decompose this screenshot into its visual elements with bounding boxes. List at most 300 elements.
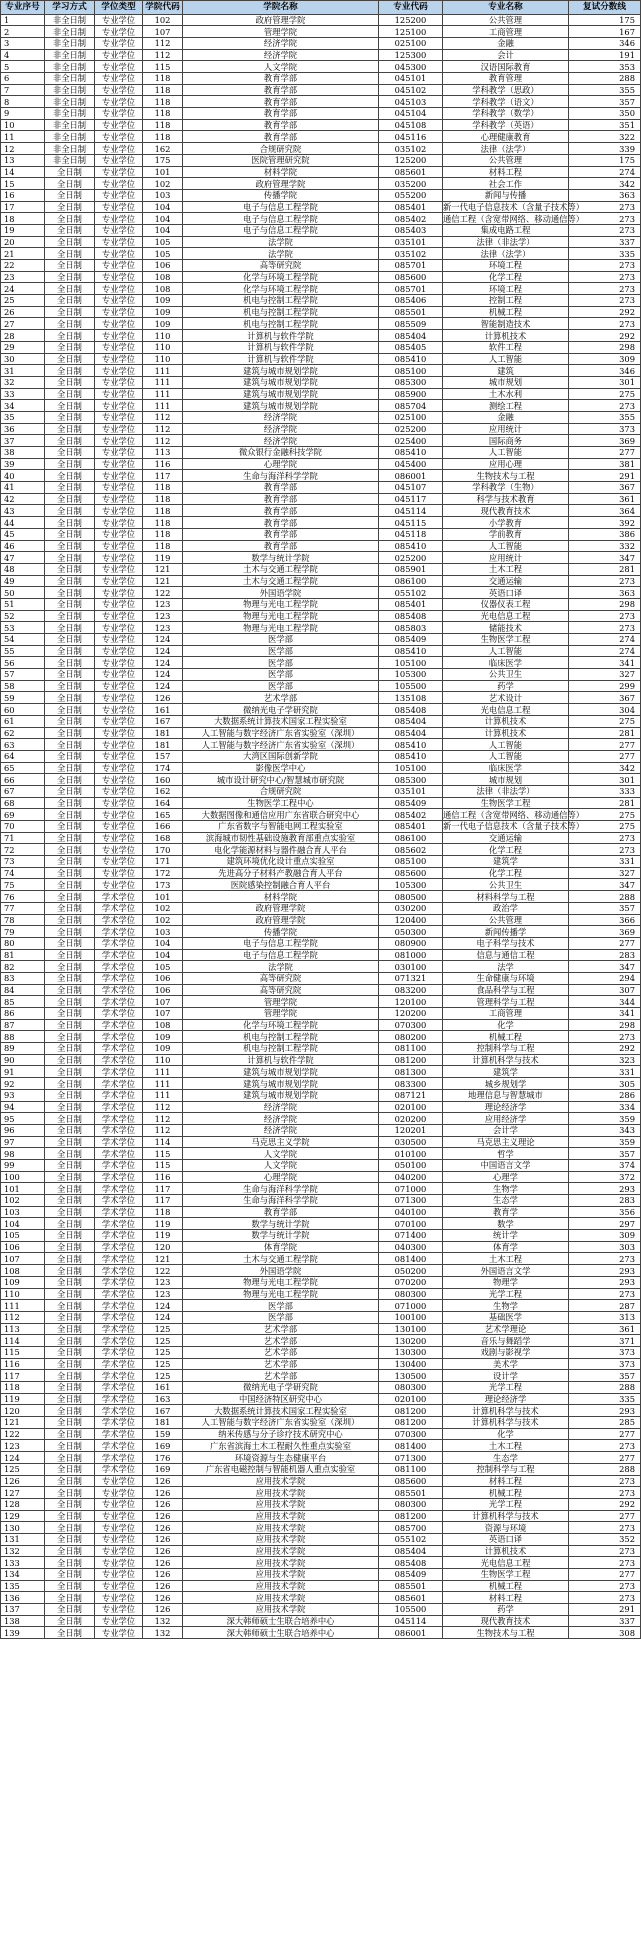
row-score: 369 bbox=[569, 435, 641, 447]
row-score: 275 bbox=[569, 715, 641, 727]
row-study-mode: 全日制 bbox=[45, 493, 95, 505]
row-unit-code: 166 bbox=[143, 821, 183, 833]
row-major-code: 105300 bbox=[379, 879, 443, 891]
table-row bbox=[1, 1604, 641, 1616]
row-score: 292 bbox=[569, 1498, 641, 1510]
row-unit-code: 121 bbox=[143, 563, 183, 575]
row-unit-name: 合规研究院 bbox=[183, 143, 379, 155]
row-seq: 22 bbox=[1, 260, 45, 272]
row-major-name: 英语口译 bbox=[443, 587, 569, 599]
row-degree-type: 专业学位 bbox=[95, 821, 143, 833]
row-unit-code: 126 bbox=[143, 1498, 183, 1510]
row-major-code: 085410 bbox=[379, 750, 443, 762]
table-row bbox=[1, 1428, 641, 1440]
row-unit-code: 124 bbox=[143, 680, 183, 692]
row-unit-name: 合规研究院 bbox=[183, 785, 379, 797]
row-unit-code: 162 bbox=[143, 785, 183, 797]
row-score: 373 bbox=[569, 423, 641, 435]
row-unit-name: 人文学院 bbox=[183, 1159, 379, 1171]
row-unit-code: 167 bbox=[143, 715, 183, 727]
row-unit-name: 管理学院 bbox=[183, 996, 379, 1008]
row-study-mode: 非全日制 bbox=[45, 49, 95, 61]
row-study-mode: 全日制 bbox=[45, 1008, 95, 1020]
row-major-name: 环境工程 bbox=[443, 283, 569, 295]
row-degree-type: 专业学位 bbox=[95, 563, 143, 575]
row-seq: 137 bbox=[1, 1604, 45, 1616]
row-seq: 36 bbox=[1, 423, 45, 435]
row-seq: 85 bbox=[1, 996, 45, 1008]
row-seq: 14 bbox=[1, 166, 45, 178]
row-study-mode: 全日制 bbox=[45, 166, 95, 178]
row-degree-type: 专业学位 bbox=[95, 84, 143, 96]
row-major-code: 120200 bbox=[379, 1008, 443, 1020]
row-unit-code: 125 bbox=[143, 1370, 183, 1382]
row-major-code: 020100 bbox=[379, 1101, 443, 1113]
table-row bbox=[1, 306, 641, 318]
row-seq: 125 bbox=[1, 1463, 45, 1475]
row-degree-type: 专业学位 bbox=[95, 458, 143, 470]
row-unit-code: 118 bbox=[143, 131, 183, 143]
row-score: 355 bbox=[569, 411, 641, 423]
row-degree-type: 专业学位 bbox=[95, 411, 143, 423]
row-major-name: 教育学 bbox=[443, 1206, 569, 1218]
row-unit-name: 马克思主义学院 bbox=[183, 1136, 379, 1148]
row-major-code: 045114 bbox=[379, 505, 443, 517]
row-unit-name: 电子与信息工程学院 bbox=[183, 949, 379, 961]
row-study-mode: 全日制 bbox=[45, 1627, 95, 1639]
row-study-mode: 全日制 bbox=[45, 260, 95, 272]
row-seq: 30 bbox=[1, 353, 45, 365]
row-major-code: 085100 bbox=[379, 365, 443, 377]
table-row bbox=[1, 645, 641, 657]
row-study-mode: 全日制 bbox=[45, 330, 95, 342]
row-degree-type: 学术学位 bbox=[95, 1148, 143, 1160]
row-major-name: 公共管理 bbox=[443, 14, 569, 26]
table-row bbox=[1, 365, 641, 377]
row-score: 274 bbox=[569, 166, 641, 178]
row-seq: 66 bbox=[1, 774, 45, 786]
table-row bbox=[1, 1498, 641, 1510]
row-major-code: 085404 bbox=[379, 715, 443, 727]
row-study-mode: 全日制 bbox=[45, 1569, 95, 1581]
row-seq: 99 bbox=[1, 1159, 45, 1171]
row-major-code: 081000 bbox=[379, 949, 443, 961]
row-major-name: 马克思主义理论 bbox=[443, 1136, 569, 1148]
row-unit-code: 114 bbox=[143, 1136, 183, 1148]
row-unit-name: 材料学院 bbox=[183, 166, 379, 178]
row-study-mode: 全日制 bbox=[45, 1066, 95, 1078]
row-study-mode: 全日制 bbox=[45, 1475, 95, 1487]
row-seq: 105 bbox=[1, 1230, 45, 1242]
row-score: 273 bbox=[569, 260, 641, 272]
table-row bbox=[1, 49, 641, 61]
row-study-mode: 全日制 bbox=[45, 1159, 95, 1171]
row-seq: 88 bbox=[1, 1031, 45, 1043]
row-degree-type: 专业学位 bbox=[95, 844, 143, 856]
row-unit-name: 教育学部 bbox=[183, 482, 379, 494]
row-major-name: 机械工程 bbox=[443, 1487, 569, 1499]
row-score: 392 bbox=[569, 517, 641, 529]
row-degree-type: 学术学位 bbox=[95, 1241, 143, 1253]
row-unit-code: 103 bbox=[143, 926, 183, 938]
row-major-name: 临床医学 bbox=[443, 762, 569, 774]
row-score: 273 bbox=[569, 575, 641, 587]
row-major-code: 085409 bbox=[379, 797, 443, 809]
row-unit-code: 102 bbox=[143, 178, 183, 190]
row-degree-type: 专业学位 bbox=[95, 1604, 143, 1616]
table-row bbox=[1, 785, 641, 797]
table-header bbox=[1, 1, 641, 15]
row-major-code: 085409 bbox=[379, 634, 443, 646]
row-score: 369 bbox=[569, 926, 641, 938]
row-unit-name: 物理与光电工程学院 bbox=[183, 1276, 379, 1288]
table-row bbox=[1, 154, 641, 166]
row-score: 334 bbox=[569, 1101, 641, 1113]
row-study-mode: 全日制 bbox=[45, 1300, 95, 1312]
table-row bbox=[1, 949, 641, 961]
row-unit-code: 101 bbox=[143, 891, 183, 903]
row-degree-type: 专业学位 bbox=[95, 119, 143, 131]
row-unit-name: 建筑与城市规划学院 bbox=[183, 400, 379, 412]
row-degree-type: 学术学位 bbox=[95, 1335, 143, 1347]
row-unit-code: 174 bbox=[143, 762, 183, 774]
row-degree-type: 专业学位 bbox=[95, 388, 143, 400]
row-major-code: 050300 bbox=[379, 926, 443, 938]
row-unit-code: 112 bbox=[143, 1113, 183, 1125]
row-major-code: 045300 bbox=[379, 61, 443, 73]
row-unit-code: 118 bbox=[143, 528, 183, 540]
row-major-name: 法学 bbox=[443, 961, 569, 973]
row-degree-type: 学术学位 bbox=[95, 1276, 143, 1288]
row-unit-name: 广东省滨海土木工程耐久性重点实验室 bbox=[183, 1440, 379, 1452]
row-score: 273 bbox=[569, 400, 641, 412]
row-unit-name: 电子与信息工程学院 bbox=[183, 937, 379, 949]
row-seq: 89 bbox=[1, 1043, 45, 1055]
row-major-code: 105100 bbox=[379, 657, 443, 669]
row-study-mode: 全日制 bbox=[45, 1031, 95, 1043]
row-score: 273 bbox=[569, 1522, 641, 1534]
row-major-name: 光学工程 bbox=[443, 1382, 569, 1394]
table-row bbox=[1, 634, 641, 646]
table-row bbox=[1, 1475, 641, 1487]
table-row bbox=[1, 236, 641, 248]
row-seq: 126 bbox=[1, 1475, 45, 1487]
row-seq: 67 bbox=[1, 785, 45, 797]
row-unit-name: 人文学院 bbox=[183, 61, 379, 73]
row-study-mode: 全日制 bbox=[45, 1323, 95, 1335]
row-degree-type: 专业学位 bbox=[95, 318, 143, 330]
row-unit-code: 126 bbox=[143, 1475, 183, 1487]
row-study-mode: 全日制 bbox=[45, 376, 95, 388]
row-seq: 69 bbox=[1, 809, 45, 821]
table-row bbox=[1, 926, 641, 938]
row-study-mode: 全日制 bbox=[45, 1148, 95, 1160]
row-unit-name: 管理学院 bbox=[183, 1008, 379, 1020]
row-degree-type: 学术学位 bbox=[95, 1113, 143, 1125]
row-study-mode: 全日制 bbox=[45, 704, 95, 716]
row-unit-code: 111 bbox=[143, 1078, 183, 1090]
row-major-name: 化学 bbox=[443, 1428, 569, 1440]
row-major-code: 070300 bbox=[379, 1428, 443, 1440]
row-degree-type: 专业学位 bbox=[95, 1487, 143, 1499]
row-major-code: 055102 bbox=[379, 1533, 443, 1545]
row-major-name: 管理科学与工程 bbox=[443, 996, 569, 1008]
row-seq: 8 bbox=[1, 96, 45, 108]
table-body bbox=[1, 14, 641, 1639]
row-study-mode: 全日制 bbox=[45, 1101, 95, 1113]
table-row bbox=[1, 482, 641, 494]
row-major-code: 045400 bbox=[379, 458, 443, 470]
row-unit-name: 应用技术学院 bbox=[183, 1569, 379, 1581]
row-unit-name: 艺术学部 bbox=[183, 1358, 379, 1370]
row-score: 322 bbox=[569, 131, 641, 143]
row-unit-code: 108 bbox=[143, 271, 183, 283]
row-degree-type: 专业学位 bbox=[95, 750, 143, 762]
row-unit-name: 医学部 bbox=[183, 1300, 379, 1312]
row-seq: 87 bbox=[1, 1019, 45, 1031]
header-degree-type: 学位类型 bbox=[95, 1, 143, 15]
row-score: 373 bbox=[569, 1358, 641, 1370]
table-row bbox=[1, 622, 641, 634]
row-study-mode: 全日制 bbox=[45, 1183, 95, 1195]
table-row bbox=[1, 797, 641, 809]
table-row bbox=[1, 248, 641, 260]
row-major-name: 计算机技术 bbox=[443, 330, 569, 342]
table-row bbox=[1, 318, 641, 330]
row-study-mode: 全日制 bbox=[45, 201, 95, 213]
row-major-code: 135108 bbox=[379, 692, 443, 704]
row-major-name: 光电信息工程 bbox=[443, 610, 569, 622]
header-unit-name: 学院名称 bbox=[183, 1, 379, 15]
row-unit-name: 心理学院 bbox=[183, 1171, 379, 1183]
row-major-name: 软件工程 bbox=[443, 341, 569, 353]
row-score: 275 bbox=[569, 809, 641, 821]
row-major-code: 085404 bbox=[379, 1545, 443, 1557]
row-seq: 114 bbox=[1, 1335, 45, 1347]
row-degree-type: 专业学位 bbox=[95, 435, 143, 447]
row-major-code: 071321 bbox=[379, 972, 443, 984]
table-row bbox=[1, 984, 641, 996]
row-study-mode: 全日制 bbox=[45, 447, 95, 459]
row-unit-code: 106 bbox=[143, 972, 183, 984]
header-study-mode: 学习方式 bbox=[45, 1, 95, 15]
row-study-mode: 全日制 bbox=[45, 236, 95, 248]
row-unit-name: 法学院 bbox=[183, 961, 379, 973]
row-study-mode: 全日制 bbox=[45, 587, 95, 599]
table-row bbox=[1, 1171, 641, 1183]
row-study-mode: 全日制 bbox=[45, 1311, 95, 1323]
row-major-code: 035102 bbox=[379, 143, 443, 155]
row-major-code: 080900 bbox=[379, 937, 443, 949]
row-degree-type: 学术学位 bbox=[95, 1323, 143, 1335]
row-major-code: 045103 bbox=[379, 96, 443, 108]
row-unit-name: 物理与光电工程学院 bbox=[183, 1288, 379, 1300]
table-row bbox=[1, 96, 641, 108]
row-study-mode: 全日制 bbox=[45, 271, 95, 283]
row-degree-type: 专业学位 bbox=[95, 470, 143, 482]
row-unit-code: 163 bbox=[143, 1393, 183, 1405]
row-score: 344 bbox=[569, 996, 641, 1008]
row-major-code: 080200 bbox=[379, 1031, 443, 1043]
row-score: 275 bbox=[569, 388, 641, 400]
row-degree-type: 专业学位 bbox=[95, 271, 143, 283]
row-degree-type: 专业学位 bbox=[95, 353, 143, 365]
row-seq: 111 bbox=[1, 1300, 45, 1312]
row-major-name: 学科教学（语文） bbox=[443, 96, 569, 108]
row-degree-type: 学术学位 bbox=[95, 1265, 143, 1277]
row-major-name: 新一代电子信息技术（含量子技术等） bbox=[443, 821, 585, 832]
row-study-mode: 全日制 bbox=[45, 400, 95, 412]
row-seq: 55 bbox=[1, 645, 45, 657]
table-row bbox=[1, 961, 641, 973]
row-unit-name: 生命与海洋科学学院 bbox=[183, 470, 379, 482]
row-unit-name: 生物医学工程中心 bbox=[183, 797, 379, 809]
row-major-name: 控制工程 bbox=[443, 295, 569, 307]
row-major-name: 材料工程 bbox=[443, 166, 569, 178]
row-unit-code: 160 bbox=[143, 774, 183, 786]
row-major-code: 125200 bbox=[379, 154, 443, 166]
row-major-name: 控制科学与工程 bbox=[443, 1043, 569, 1055]
row-seq: 7 bbox=[1, 84, 45, 96]
row-score: 273 bbox=[569, 1545, 641, 1557]
row-major-code: 125300 bbox=[379, 49, 443, 61]
row-degree-type: 专业学位 bbox=[95, 645, 143, 657]
row-seq: 35 bbox=[1, 411, 45, 423]
row-unit-name: 应用技术学院 bbox=[183, 1498, 379, 1510]
row-degree-type: 专业学位 bbox=[95, 634, 143, 646]
row-study-mode: 全日制 bbox=[45, 575, 95, 587]
row-score: 357 bbox=[569, 1148, 641, 1160]
row-unit-name: 教育学部 bbox=[183, 131, 379, 143]
row-major-name: 机械工程 bbox=[443, 306, 569, 318]
row-major-code: 085404 bbox=[379, 330, 443, 342]
row-unit-code: 123 bbox=[143, 622, 183, 634]
row-major-code: 085410 bbox=[379, 447, 443, 459]
row-study-mode: 全日制 bbox=[45, 914, 95, 926]
row-major-name: 化学工程 bbox=[443, 844, 569, 856]
row-score: 353 bbox=[569, 61, 641, 73]
row-score: 291 bbox=[569, 1604, 641, 1616]
row-major-name: 生态学 bbox=[443, 1452, 569, 1464]
table-row bbox=[1, 1370, 641, 1382]
row-major-name: 生物医学工程 bbox=[443, 797, 569, 809]
row-major-name: 光学工程 bbox=[443, 1288, 569, 1300]
row-study-mode: 全日制 bbox=[45, 1276, 95, 1288]
row-major-code: 085410 bbox=[379, 739, 443, 751]
row-seq: 23 bbox=[1, 271, 45, 283]
row-unit-name: 计算机与软件学院 bbox=[183, 330, 379, 342]
row-unit-code: 118 bbox=[143, 540, 183, 552]
row-unit-name: 政府管理学院 bbox=[183, 14, 379, 26]
table-row bbox=[1, 879, 641, 891]
row-seq: 107 bbox=[1, 1253, 45, 1265]
row-major-name: 计算机技术 bbox=[443, 1545, 569, 1557]
row-major-code: 085408 bbox=[379, 610, 443, 622]
row-major-name: 生物技术与工程 bbox=[443, 1627, 569, 1639]
row-study-mode: 全日制 bbox=[45, 1218, 95, 1230]
row-score: 356 bbox=[569, 1206, 641, 1218]
row-degree-type: 学术学位 bbox=[95, 926, 143, 938]
row-score: 273 bbox=[569, 1288, 641, 1300]
row-major-name: 中国语言文学 bbox=[443, 1159, 569, 1171]
row-score: 350 bbox=[569, 108, 641, 120]
table-row bbox=[1, 447, 641, 459]
table-row bbox=[1, 1592, 641, 1604]
row-study-mode: 全日制 bbox=[45, 224, 95, 236]
row-degree-type: 学术学位 bbox=[95, 1300, 143, 1312]
row-unit-code: 164 bbox=[143, 797, 183, 809]
row-seq: 39 bbox=[1, 458, 45, 470]
row-degree-type: 学术学位 bbox=[95, 1171, 143, 1183]
row-score: 347 bbox=[569, 961, 641, 973]
row-major-name: 城乡规划学 bbox=[443, 1078, 569, 1090]
row-major-name: 生物学 bbox=[443, 1300, 569, 1312]
row-seq: 52 bbox=[1, 610, 45, 622]
row-seq: 65 bbox=[1, 762, 45, 774]
row-major-code: 086100 bbox=[379, 832, 443, 844]
table-row bbox=[1, 867, 641, 879]
row-major-name: 计算机科学与技术 bbox=[443, 1405, 569, 1417]
row-study-mode: 全日制 bbox=[45, 1089, 95, 1101]
row-unit-code: 126 bbox=[143, 1557, 183, 1569]
row-major-code: 045104 bbox=[379, 108, 443, 120]
row-unit-name: 电子与信息工程学院 bbox=[183, 213, 379, 225]
row-major-name: 人工智能 bbox=[443, 353, 569, 365]
row-score: 347 bbox=[569, 552, 641, 564]
row-unit-name: 物理与光电工程学院 bbox=[183, 610, 379, 622]
table-row bbox=[1, 271, 641, 283]
row-seq: 2 bbox=[1, 26, 45, 38]
row-seq: 127 bbox=[1, 1487, 45, 1499]
row-major-name: 学科教学（生物） bbox=[443, 482, 569, 494]
row-study-mode: 全日制 bbox=[45, 634, 95, 646]
row-degree-type: 学术学位 bbox=[95, 1405, 143, 1417]
row-seq: 70 bbox=[1, 821, 45, 833]
row-major-code: 085602 bbox=[379, 844, 443, 856]
table-row bbox=[1, 1463, 641, 1475]
row-major-code: 125100 bbox=[379, 26, 443, 38]
row-major-name: 会计学 bbox=[443, 1124, 569, 1136]
row-seq: 82 bbox=[1, 961, 45, 973]
row-seq: 133 bbox=[1, 1557, 45, 1569]
row-major-name: 艺术学理论 bbox=[443, 1323, 569, 1335]
row-unit-name: 建筑与城市规划学院 bbox=[183, 376, 379, 388]
row-degree-type: 专业学位 bbox=[95, 680, 143, 692]
row-major-name: 人工智能 bbox=[443, 447, 569, 459]
row-seq: 83 bbox=[1, 972, 45, 984]
row-major-code: 130200 bbox=[379, 1335, 443, 1347]
row-degree-type: 专业学位 bbox=[95, 1510, 143, 1522]
row-degree-type: 专业学位 bbox=[95, 610, 143, 622]
row-seq: 139 bbox=[1, 1627, 45, 1639]
row-seq: 63 bbox=[1, 739, 45, 751]
row-major-code: 030100 bbox=[379, 961, 443, 973]
row-unit-name: 物理与光电工程学院 bbox=[183, 622, 379, 634]
row-unit-code: 126 bbox=[143, 1545, 183, 1557]
row-study-mode: 全日制 bbox=[45, 528, 95, 540]
row-unit-name: 艺术学部 bbox=[183, 1323, 379, 1335]
row-unit-name: 生命与海洋科学学院 bbox=[183, 1195, 379, 1207]
row-unit-name: 先进高分子材料产教融合育人平台 bbox=[183, 867, 379, 879]
row-major-name: 化学工程 bbox=[443, 271, 569, 283]
table-row bbox=[1, 1510, 641, 1522]
row-unit-name: 教育学部 bbox=[183, 493, 379, 505]
row-seq: 13 bbox=[1, 154, 45, 166]
row-unit-code: 126 bbox=[143, 692, 183, 704]
row-degree-type: 专业学位 bbox=[95, 14, 143, 26]
row-unit-name: 大数据系统计算技术国家工程实验室 bbox=[183, 1405, 379, 1417]
row-degree-type: 专业学位 bbox=[95, 809, 143, 821]
